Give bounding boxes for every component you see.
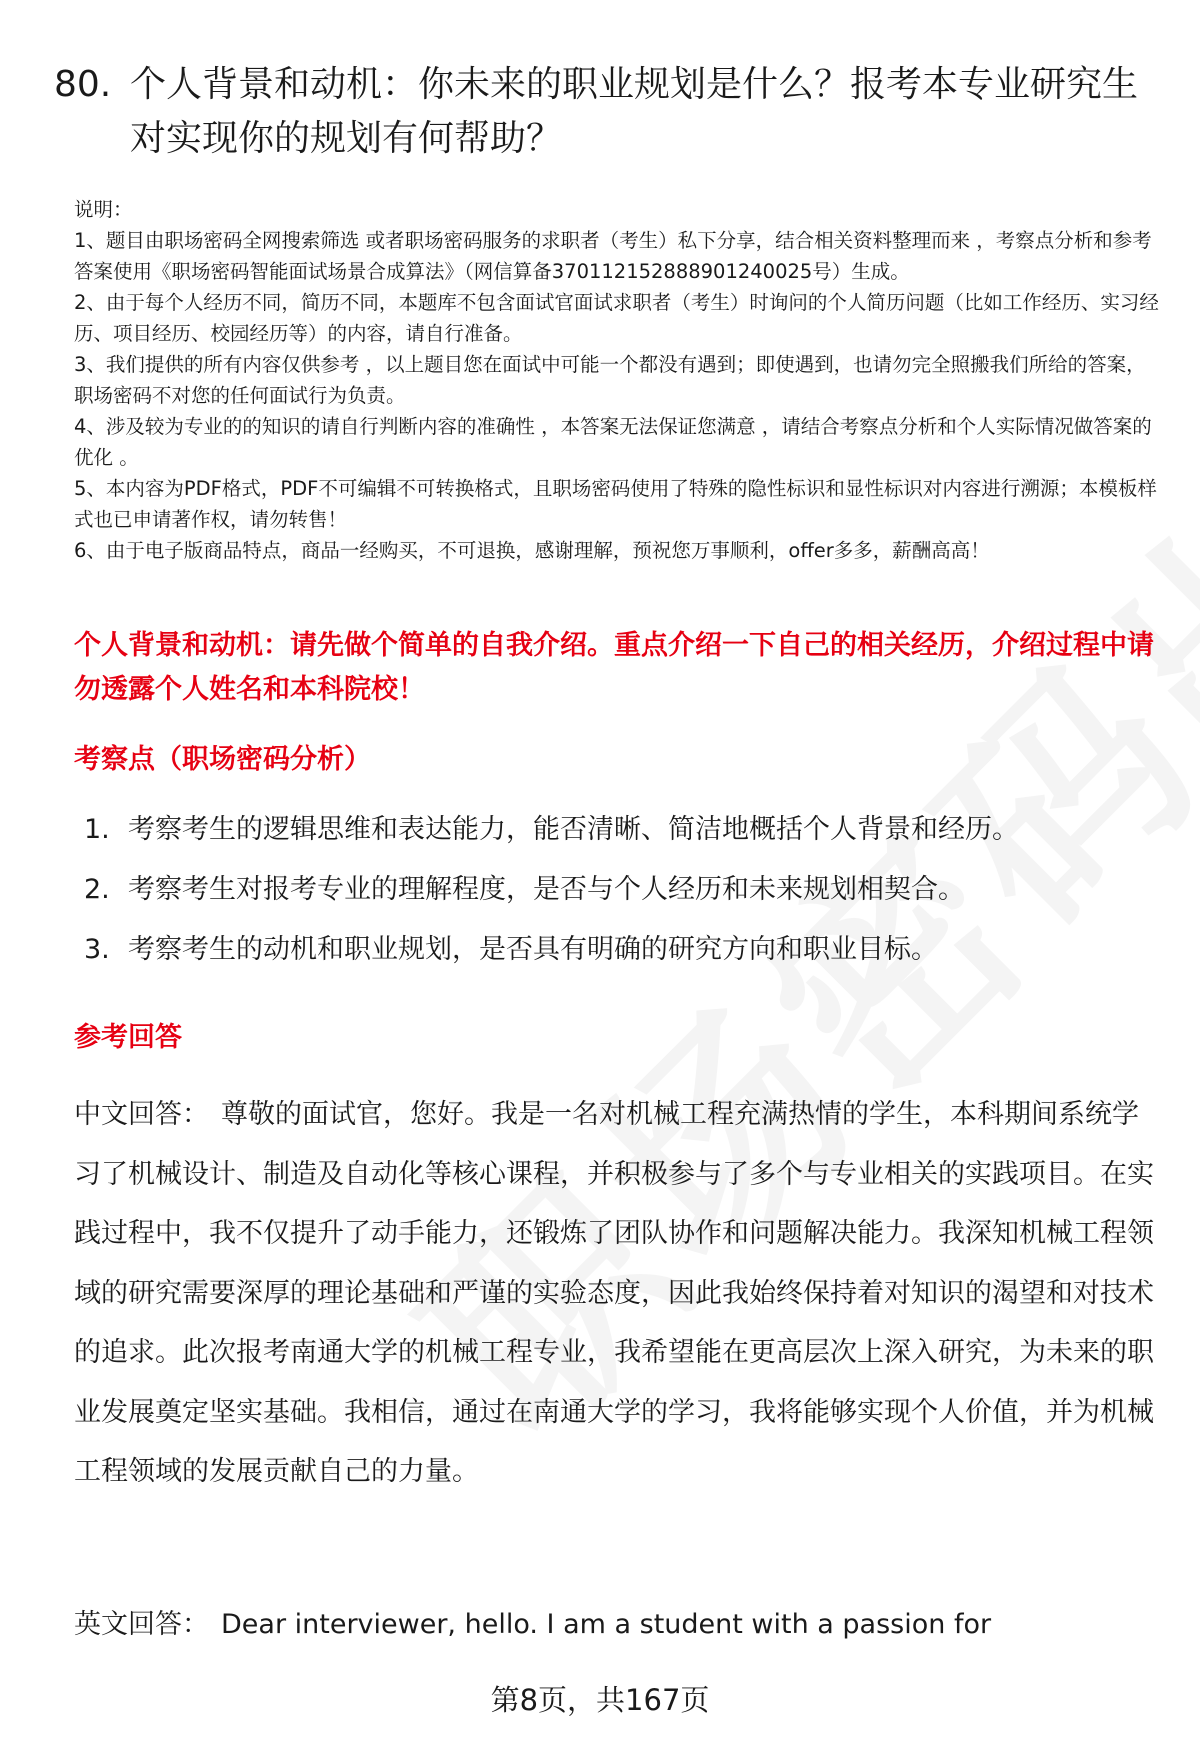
list-item: [84, 870, 1164, 910]
list-item-text: 考察考生的动机和职业规划，是否具有明确的研究方向和职业目标。: [128, 934, 938, 965]
list-item-number: 2.: [84, 874, 110, 905]
chinese-answer: [74, 1085, 1164, 1502]
note-item-6: 6、由于电子版商品特点，商品一经购买，不可退换，感谢理解，预祝您万事顺利，offer多多，薪酬高高！: [74, 539, 990, 562]
chinese-answer-label: 中文回答：: [74, 1099, 209, 1130]
intro-question-heading: 个人背景和动机：请先做个简单的自我介绍。重点介绍一下自己的相关经历，介绍过程中请勿透露个人姓名和本科院校！: [74, 630, 1154, 705]
reference-answer-title: 参考回答: [74, 1022, 182, 1053]
chinese-answer-text: 尊敬的面试官，您好。我是一名对机械工程充满热情的学生，本科期间系统学习了机械设计、制造及自动化等核心课程，并积极参与了多个与专业相关的实践项目。在实践过程中，我不仅提升了动手能力，还锻炼了团队协作和问题解决能力。我深知机械工程领域的研究需要深厚的理论基础和严谨的实验态度，因此我始终保持着对知识的渴望和对技术的追求。此次报考南通大学的机械工程专业，我希望能在更高层次上深入研究，为未来的职业发展奠定坚实基础。我相信，通过在南通大学的学习，我将能够实现个人价值，并为机械工程领域的发展贡献自己的力量。: [74, 1099, 1154, 1487]
question-number: 80.: [54, 64, 112, 105]
list-item: [84, 810, 1164, 850]
list-item-text: 考察考生的逻辑思维和表达能力，能否清晰、简洁地概括个人背景和经历。: [128, 814, 1019, 845]
question-title: [54, 58, 1164, 166]
english-answer-label: 英文回答：: [74, 1609, 209, 1640]
list-item-text: 考察考生对报考专业的理解程度，是否与个人经历和未来规划相契合。: [128, 874, 965, 905]
note-item-4: 4、涉及较为专业的的知识的请自行判断内容的准确性 ，本答案无法保证您满意 ，请结合考察点分析和个人实际情况做答案的优化 。: [74, 415, 1152, 469]
notes-heading: 说明：: [74, 198, 133, 221]
note-item-5: 5、本内容为PDF格式，PDF不可编辑不可转换格式，且职场密码使用了特殊的隐性标识和显性标识对内容进行溯源；本模板样式也已申请著作权，请勿转售！: [74, 477, 1157, 531]
english-answer-text: Dear interviewer, hello. I am a student with a passion for: [221, 1609, 992, 1640]
note-item-1: 1、题目由职场密码全网搜索筛选 或者职场密码服务的求职者（考生）私下分享，结合相关资料整理而来 ，考察点分析和参考答案使用《职场密码智能面试场景合成算法》（网信算备370112152888901240025号）生成。: [74, 229, 1152, 283]
note-item-2: 2、由于每个人经历不同，简历不同，本题库不包含面试官面试求职者（考生）时询问的个人简历问题（比如工作经历、实习经历、项目经历、校园经历等）的内容，请自行准备。: [74, 291, 1159, 345]
question-text: 个人背景和动机：你未来的职业规划是什么？报考本专业研究生对实现你的规划有何帮助？: [130, 64, 1139, 159]
key-points-list: [84, 810, 1164, 990]
list-item-number: 1.: [84, 814, 110, 845]
key-points-title: 考察点（职场密码分析）: [74, 744, 371, 775]
english-answer: [74, 1595, 1164, 1655]
list-item-number: 3.: [84, 934, 110, 965]
list-item: [84, 930, 1164, 970]
disclaimer-notes: [74, 194, 1164, 566]
page-number-footer: 第8页，共167页: [490, 1683, 710, 1717]
note-item-3: 3、我们提供的所有内容仅供参考 ，以上题目您在面试中可能一个都没有遇到；即使遇到，也请勿完全照搬我们所给的答案，职场密码不对您的任何面试行为负责。: [74, 353, 1146, 407]
